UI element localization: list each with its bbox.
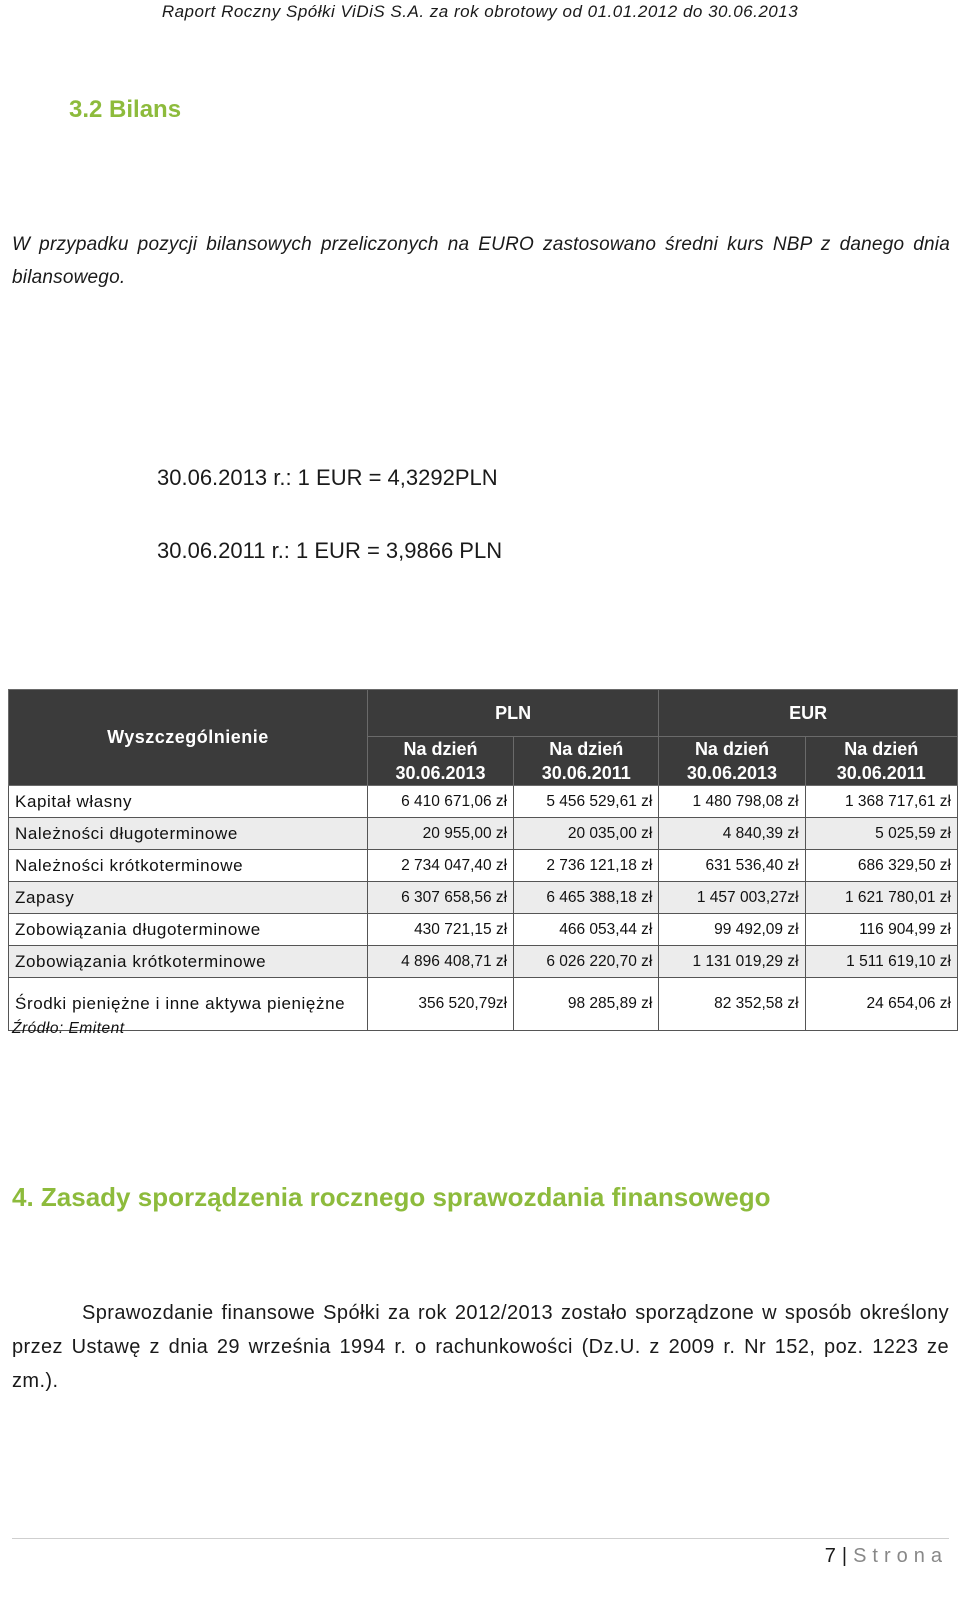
table-row [9,914,958,946]
cell-value: 4 840,39 zł [659,818,805,850]
cell-value: 116 904,99 zł [805,914,957,946]
cell-value: 2 734 047,40 zł [367,850,513,882]
cell-value: 98 285,89 zł [514,978,659,1031]
column-header-date: Na dzień 30.06.2011 [514,737,659,786]
cell-value: 24 654,06 zł [805,978,957,1031]
balance-table [8,689,958,1031]
table-row [9,978,958,1031]
table-row [9,786,958,818]
row-label: Zapasy [9,882,368,914]
cell-value: 466 053,44 zł [514,914,659,946]
cell-value: 356 520,79zł [367,978,513,1031]
cell-value: 6 465 388,18 zł [514,882,659,914]
table-source-note: Źródło: Emitent [12,1020,125,1037]
cell-value: 99 492,09 zł [659,914,805,946]
row-label: Należności długoterminowe [9,818,368,850]
footer-divider [12,1538,949,1539]
exchange-rate-2011: 30.06.2011 r.: 1 EUR = 3,9866 PLN [157,538,503,563]
row-label: Środki pieniężne i inne aktywa pieniężne [9,978,368,1031]
cell-value: 20 955,00 zł [367,818,513,850]
cell-value: 82 352,58 zł [659,978,805,1031]
footer-separator: | [841,1545,848,1567]
section-4-paragraph: Sprawozdanie finansowe Spółki za rok 2012/2013 zostało sporządzone w sposób określony przez Ustawę z dnia 29 września 1994 r. o rachunkowości (Dz.U. z 2009 r. Nr 152, poz. 1223 ze zm.). [12,1302,949,1392]
row-label: Zobowiązania długoterminowe [9,914,368,946]
cell-value: 1 131 019,29 zł [659,946,805,978]
intro-paragraph: W przypadku pozycji bilansowych przeliczonych na EURO zastosowano średni kurs NBP z danego dnia bilansowego. [12,234,950,288]
cell-value: 2 736 121,18 zł [514,850,659,882]
cell-value: 1 368 717,61 zł [805,786,957,818]
cell-value: 430 721,15 zł [367,914,513,946]
cell-value: 6 410 671,06 zł [367,786,513,818]
page-footer [825,1545,948,1568]
cell-value: 6 026 220,70 zł [514,946,659,978]
cell-value: 1 511 619,10 zł [805,946,957,978]
cell-value: 6 307 658,56 zł [367,882,513,914]
table-row [9,818,958,850]
cell-value: 631 536,40 zł [659,850,805,882]
column-header-description: Wyszczególnienie [9,690,368,786]
row-label: Należności krótkoterminowe [9,850,368,882]
column-header-date: Na dzień 30.06.2011 [805,737,957,786]
section-title: 3.2 Bilans [69,96,182,123]
cell-value: 686 329,50 zł [805,850,957,882]
row-label: Zobowiązania krótkoterminowe [9,946,368,978]
cell-value: 1 480 798,08 zł [659,786,805,818]
page-header: Raport Roczny Spółki ViDiS S.A. za rok obrotowy od 01.01.2012 do 30.06.2013 [161,2,799,21]
column-header-date: Na dzień 30.06.2013 [659,737,805,786]
exchange-rate-2013: 30.06.2013 r.: 1 EUR = 4,3292PLN [157,465,498,490]
cell-value: 1 621 780,01 zł [805,882,957,914]
cell-value: 1 457 003,27zł [659,882,805,914]
footer-page-word: Strona [853,1545,948,1567]
section-4-title: 4. Zasady sporządzenia rocznego sprawozdania finansowego [12,1182,771,1212]
page-number: 7 [824,1545,836,1567]
cell-value: 20 035,00 zł [514,818,659,850]
column-header-date: Na dzień 30.06.2013 [367,737,513,786]
column-group-pln: PLN [367,690,658,737]
cell-value: 5 456 529,61 zł [514,786,659,818]
cell-value: 4 896 408,71 zł [367,946,513,978]
table-row [9,946,958,978]
table-row [9,850,958,882]
row-label: Kapitał własny [9,786,368,818]
cell-value: 5 025,59 zł [805,818,957,850]
table-row [9,882,958,914]
column-group-eur: EUR [659,690,958,737]
